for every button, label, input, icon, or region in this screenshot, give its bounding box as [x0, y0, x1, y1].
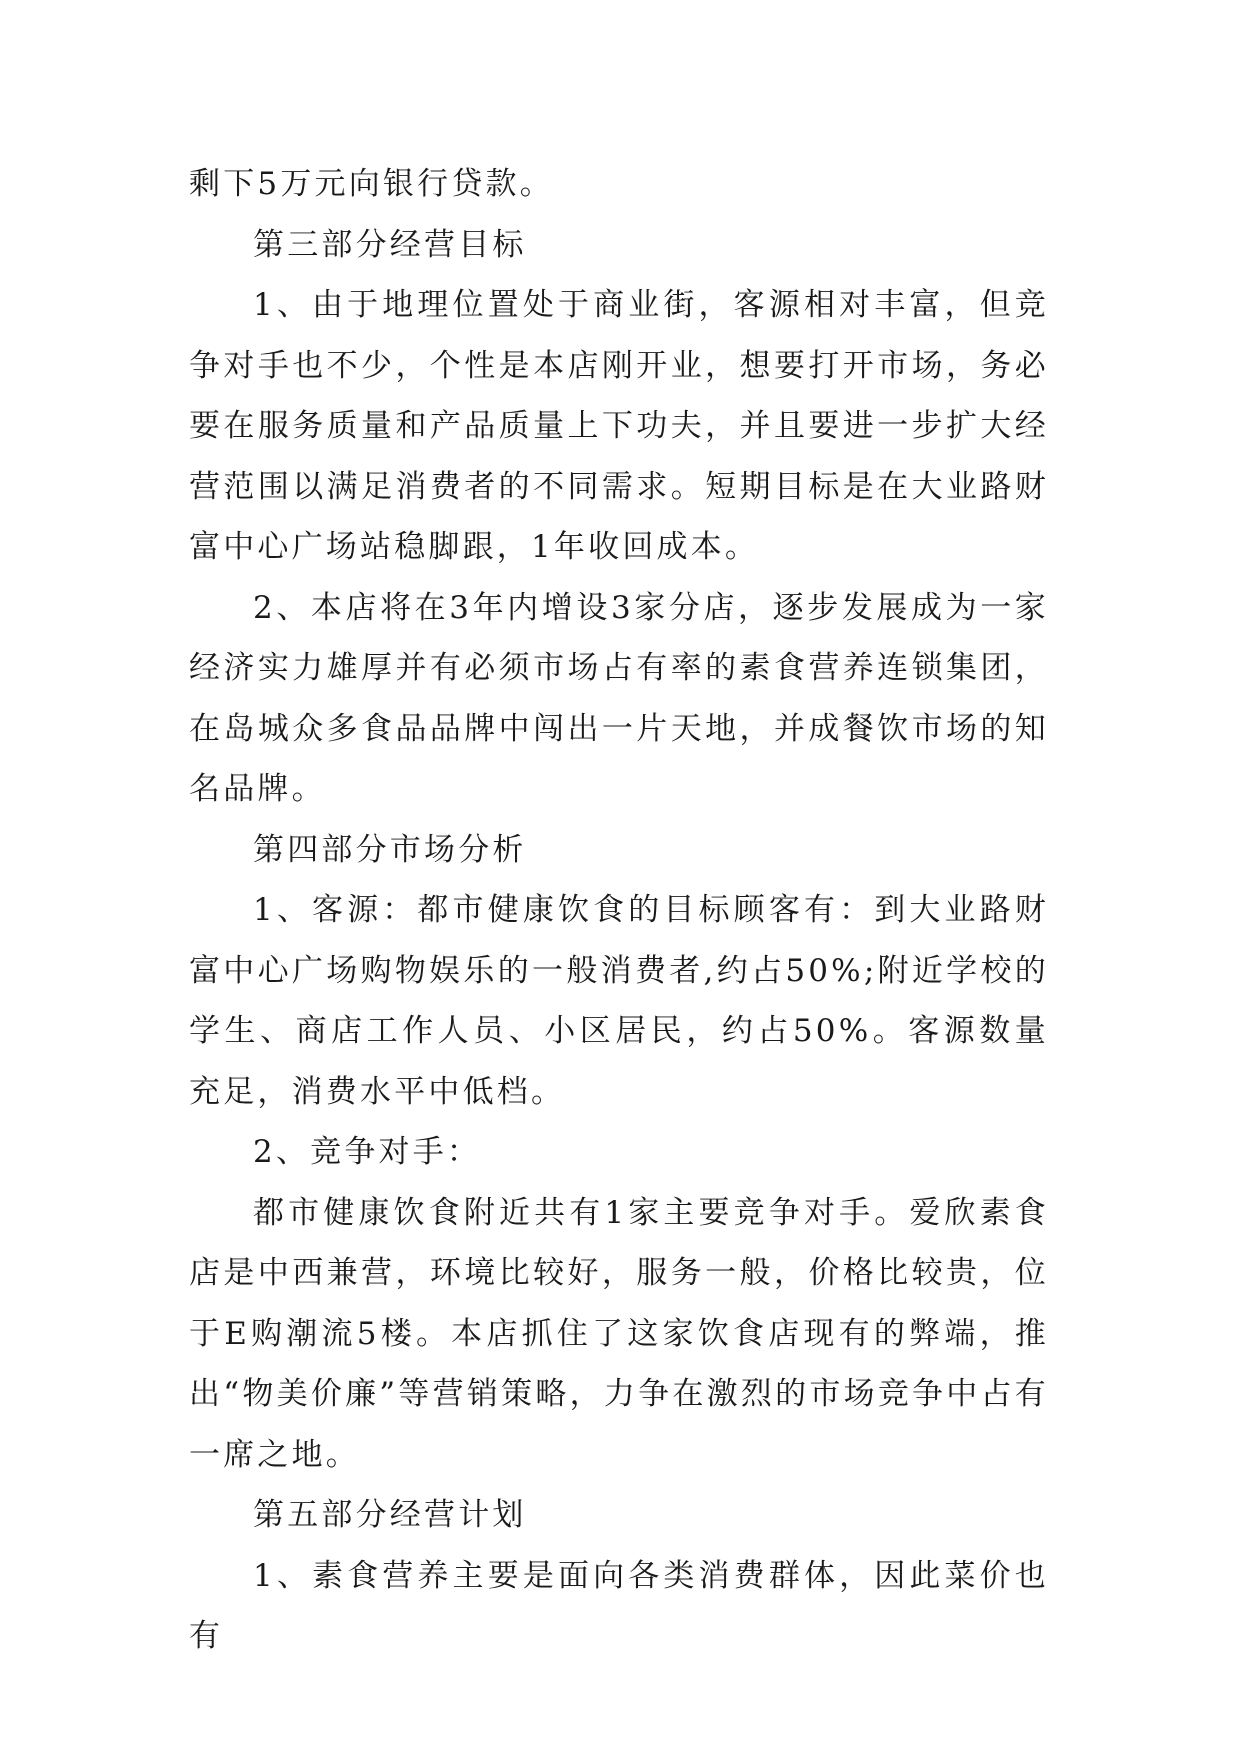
paragraph-goal-1: 1、由于地理位置处于商业街，客源相对丰富，但竞争对手也不少，个性是本店刚开业，想要打开市场，务必要在服务质量和产品质量上下功夫，并且要进一步扩大经营范围以满足消费者的不同需求。短期目标是在大业路财富中心广场站稳脚跟，1年收回成本。 — [189, 287, 1049, 565]
section-heading-business-goals: 第三部分经营目标 — [253, 226, 527, 263]
paragraph-customers: 1、客源：都市健康饮食的目标顾客有：到大业路财富中心广场购物娱乐的一般消费者,约占50%;附近学校的学生、商店工作人员、小区居民，约占50%。客源数量充足，消费水平中低档。 — [189, 892, 1049, 1110]
paragraph-plan-1: 1、素食营养主要是面向各类消费群体，因此菜价也有 — [189, 1557, 1049, 1654]
section-heading-market-analysis: 第四部分市场分析 — [253, 831, 527, 868]
paragraph-competitors: 都市健康饮食附近共有1家主要竞争对手。爱欣素食店是中西兼营，环境比较好，服务一般，价格比较贵，位于E购潮流5楼。本店抓住了这家饮食店现有的弊端，推出“物美价廉”等营销策略，力争在激烈的市场竞争中占有一席之地。 — [189, 1194, 1049, 1473]
paragraph-competitors-title: 2、竞争对手： — [253, 1134, 482, 1170]
section-heading-business-plan: 第五部分经营计划 — [253, 1497, 527, 1533]
paragraph-goal-2: 2、本店将在3年内增设3家分店，逐步发展成为一家经济实力雄厚并有必须市场占有率的素食营养连锁集团，在岛城众多食品品牌中闯出一片天地，并成餐饮市场的知名品牌。 — [189, 589, 1049, 807]
paragraph-loan: 剩下5万元向银行贷款。 — [189, 166, 554, 202]
document-body — [189, 154, 1049, 1667]
